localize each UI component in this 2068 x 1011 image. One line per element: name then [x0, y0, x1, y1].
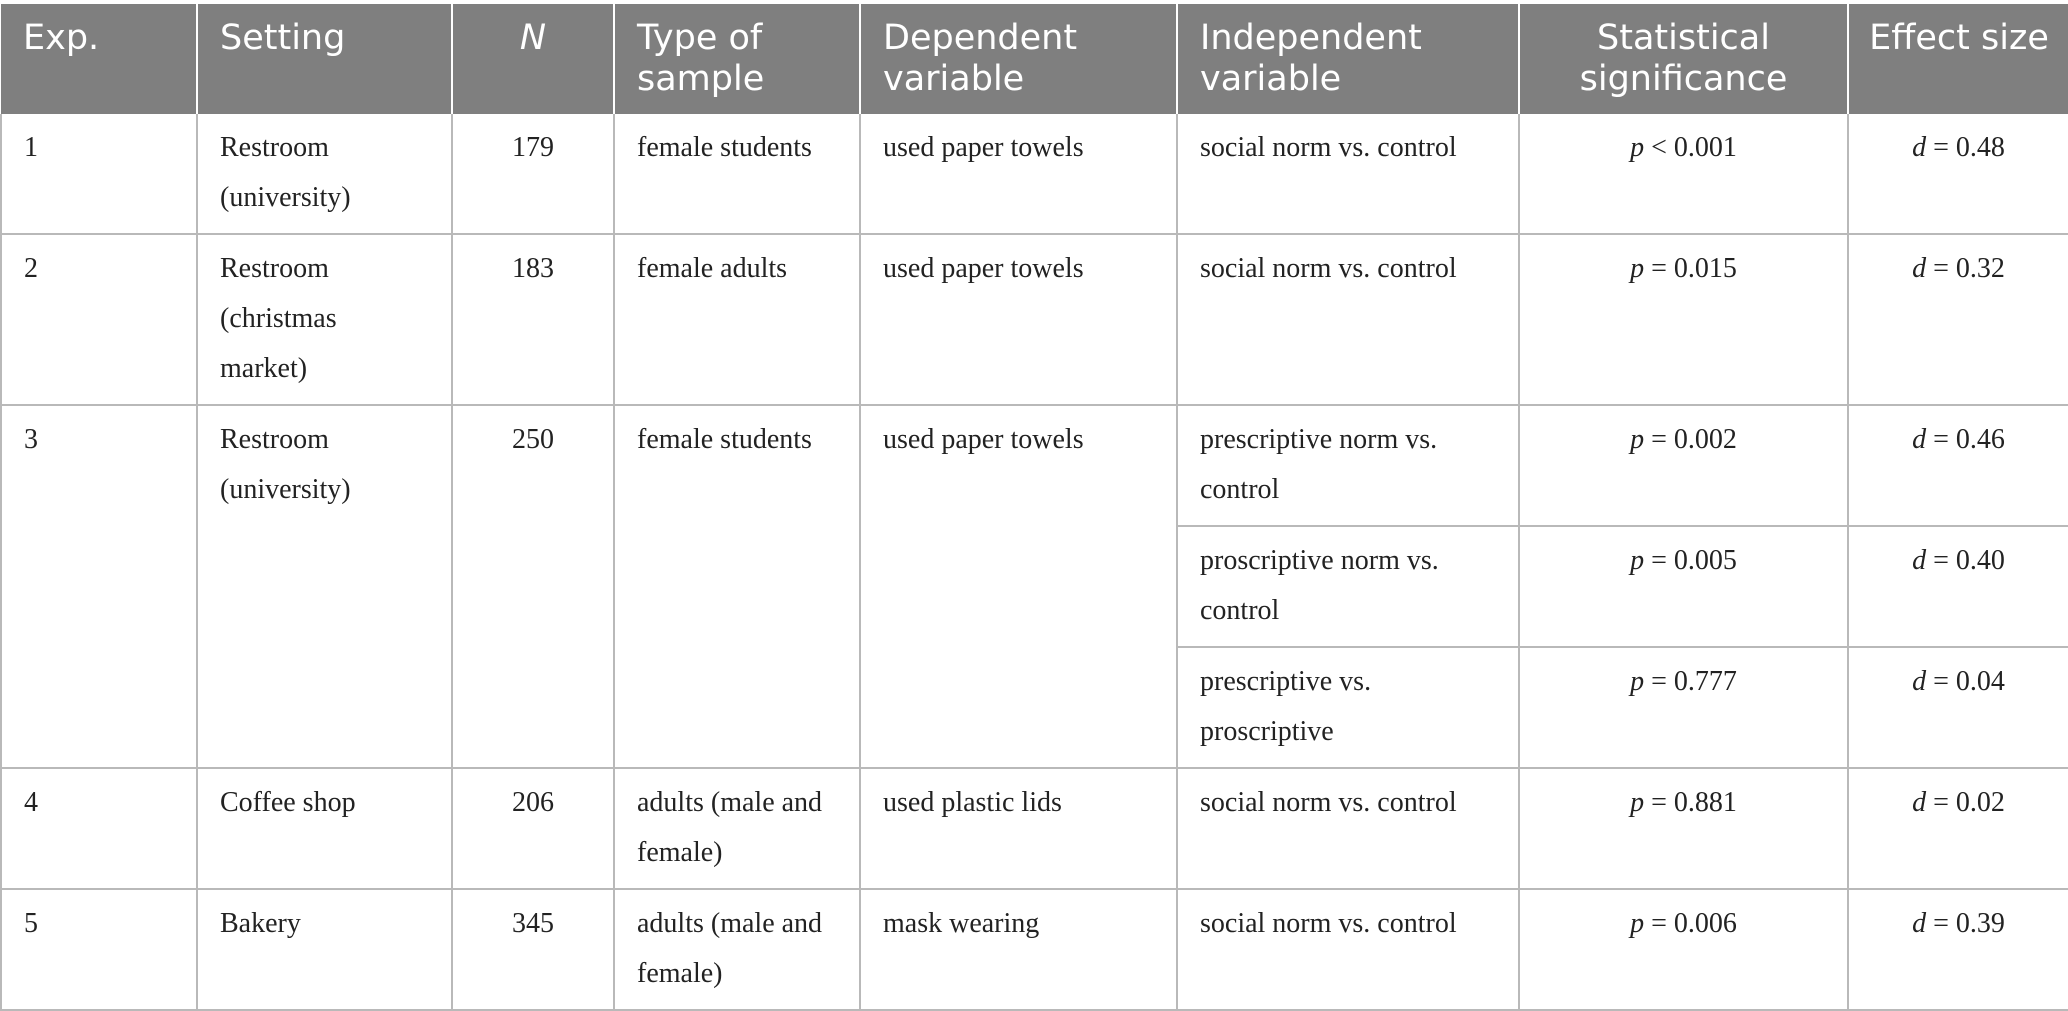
header-significance: Statistical significance	[1519, 4, 1848, 114]
d-symbol: d	[1912, 787, 1927, 818]
cell-independent: social norm vs. control	[1177, 768, 1519, 889]
p-symbol: p	[1630, 666, 1645, 697]
cell-n: 183	[452, 234, 614, 405]
cell-n: 345	[452, 889, 614, 1010]
cell-dependent: used paper towels	[860, 405, 1177, 768]
table-body	[1, 114, 2068, 1010]
cell-effect-size	[1848, 647, 2068, 768]
cell-independent: prescriptive norm vs. control	[1177, 405, 1519, 526]
cell-significance	[1519, 405, 1848, 526]
cell-sample: adults (male and female)	[614, 768, 860, 889]
cell-independent: social norm vs. control	[1177, 234, 1519, 405]
d-value: = 0.04	[1933, 666, 2005, 697]
d-value: = 0.40	[1933, 545, 2005, 576]
cell-exp: 5	[1, 889, 197, 1010]
table-row	[1, 114, 2068, 234]
cell-setting: Restroom (christmas market)	[197, 234, 452, 405]
header-effect-size: Effect size	[1848, 4, 2068, 114]
cell-independent: social norm vs. control	[1177, 889, 1519, 1010]
d-symbol: d	[1912, 666, 1927, 697]
d-symbol: d	[1912, 253, 1927, 284]
cell-dependent: mask wearing	[860, 889, 1177, 1010]
cell-sample: female adults	[614, 234, 860, 405]
cell-setting: Coffee shop	[197, 768, 452, 889]
header-n: N	[452, 4, 614, 114]
cell-effect-size	[1848, 526, 2068, 647]
cell-exp: 1	[1, 114, 197, 234]
table-row	[1, 234, 2068, 405]
cell-n: 206	[452, 768, 614, 889]
cell-exp: 4	[1, 768, 197, 889]
header-dependent: Dependent variable	[860, 4, 1177, 114]
p-value: = 0.777	[1651, 666, 1737, 697]
d-symbol: d	[1912, 908, 1927, 939]
cell-effect-size	[1848, 405, 2068, 526]
d-symbol: d	[1912, 424, 1927, 455]
cell-sample: female students	[614, 114, 860, 234]
p-value: = 0.881	[1651, 787, 1737, 818]
cell-exp: 3	[1, 405, 197, 768]
p-symbol: p	[1630, 787, 1645, 818]
p-symbol: p	[1630, 908, 1645, 939]
d-value: = 0.46	[1933, 424, 2005, 455]
cell-effect-size	[1848, 889, 2068, 1010]
header-exp: Exp.	[1, 4, 197, 114]
table-row	[1, 768, 2068, 889]
cell-effect-size	[1848, 114, 2068, 234]
cell-independent: prescriptive vs. proscriptive	[1177, 647, 1519, 768]
d-value: = 0.02	[1933, 787, 2005, 818]
p-value: < 0.001	[1651, 132, 1737, 163]
cell-setting: Restroom (university)	[197, 405, 452, 768]
results-table	[0, 4, 2068, 1011]
cell-significance	[1519, 889, 1848, 1010]
p-value: = 0.005	[1651, 545, 1737, 576]
cell-significance	[1519, 647, 1848, 768]
cell-significance	[1519, 526, 1848, 647]
cell-effect-size	[1848, 234, 2068, 405]
cell-sample: female students	[614, 405, 860, 768]
d-value: = 0.48	[1933, 132, 2005, 163]
cell-significance	[1519, 768, 1848, 889]
header-independent: Independent variable	[1177, 4, 1519, 114]
table-row	[1, 405, 2068, 526]
header-row	[1, 4, 2068, 114]
cell-significance	[1519, 114, 1848, 234]
cell-effect-size	[1848, 768, 2068, 889]
header-sample: Type of sample	[614, 4, 860, 114]
p-value: = 0.015	[1651, 253, 1737, 284]
cell-independent: social norm vs. control	[1177, 114, 1519, 234]
cell-n: 179	[452, 114, 614, 234]
d-symbol: d	[1912, 132, 1927, 163]
table-header	[1, 4, 2068, 114]
p-symbol: p	[1630, 545, 1645, 576]
table-row	[1, 889, 2068, 1010]
d-value: = 0.39	[1933, 908, 2005, 939]
p-symbol: p	[1630, 424, 1645, 455]
cell-setting: Bakery	[197, 889, 452, 1010]
d-value: = 0.32	[1933, 253, 2005, 284]
cell-n: 250	[452, 405, 614, 768]
cell-sample: adults (male and female)	[614, 889, 860, 1010]
cell-significance	[1519, 234, 1848, 405]
p-value: = 0.006	[1651, 908, 1737, 939]
cell-dependent: used plastic lids	[860, 768, 1177, 889]
header-setting: Setting	[197, 4, 452, 114]
p-value: = 0.002	[1651, 424, 1737, 455]
cell-exp: 2	[1, 234, 197, 405]
p-symbol: p	[1630, 253, 1645, 284]
cell-dependent: used paper towels	[860, 234, 1177, 405]
cell-setting: Restroom (university)	[197, 114, 452, 234]
cell-dependent: used paper towels	[860, 114, 1177, 234]
cell-independent: proscriptive norm vs. control	[1177, 526, 1519, 647]
d-symbol: d	[1912, 545, 1927, 576]
p-symbol: p	[1630, 132, 1645, 163]
